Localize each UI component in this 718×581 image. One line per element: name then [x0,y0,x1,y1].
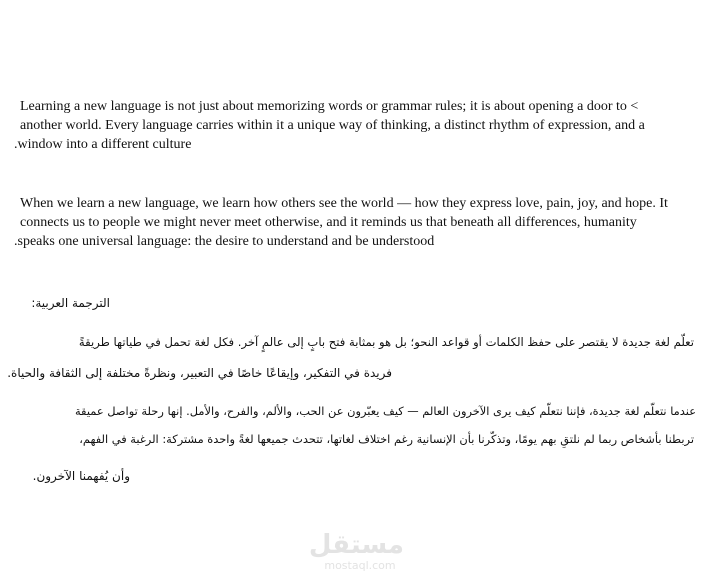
english-paragraph-1-line-1: Learning a new language is not just about memorizing words or grammar rules; it is about opening a door to < [20,99,639,114]
mostaql-watermark [308,530,404,572]
watermark-logo: مستقل [308,530,404,560]
arabic-paragraph-1-line-2: فريدة في التفكير، وإيقاعًا خاصًا في التعبير، ونظرةً مختلفة إلى الثقافة والحياة. [7,366,392,380]
english-paragraph-1-line-2: another world. Every language carries within it a unique way of thinking, a distinct rhythm of expression, and a [20,118,645,133]
english-paragraph-1-line-3: .window into a different culture [14,137,192,152]
arabic-paragraph-2-line-1: عندما نتعلّم لغة جديدة، فإننا نتعلّم كيف يرى الآخرون العالم — كيف يعبّرون عن الحب، والألم، والفرح، والأمل. إنها رحلة تواصل عميقة [74,404,696,418]
watermark-url: mostaql.com [324,559,396,572]
arabic-heading: الترجمة العربية: [31,296,110,310]
english-paragraph-2-line-3: .speaks one universal language: the desire to understand and be understood [14,234,435,249]
arabic-paragraph-1-line-1: تعلّم لغة جديدة لا يقتصر على حفظ الكلمات أو قواعد النحو؛ بل هو بمثابة فتح بابٍ إلى عالمٍ آخر. فكل لغة تحمل في طياتها طريقةً [78,335,694,349]
arabic-paragraph-2-line-2: تربطنا بأشخاص ربما لم نلتقِ بهم يومًا، وتذكّرنا بأن الإنسانية رغم اختلاف لغاتها، تتحدث جميعها لغةً واحدة مشتركة: الرغبة في الفهم، [79,432,694,446]
english-paragraph-2-line-1: When we learn a new language, we learn how others see the world — how they express love, pain, joy, and hope. It [20,196,668,211]
arabic-paragraph-2-line-3: وأن يُفهمنا الآخرون. [32,469,130,483]
english-paragraph-2-line-2: connects us to people we might never meet otherwise, and it reminds us that beneath all differences, humanity [20,215,637,230]
